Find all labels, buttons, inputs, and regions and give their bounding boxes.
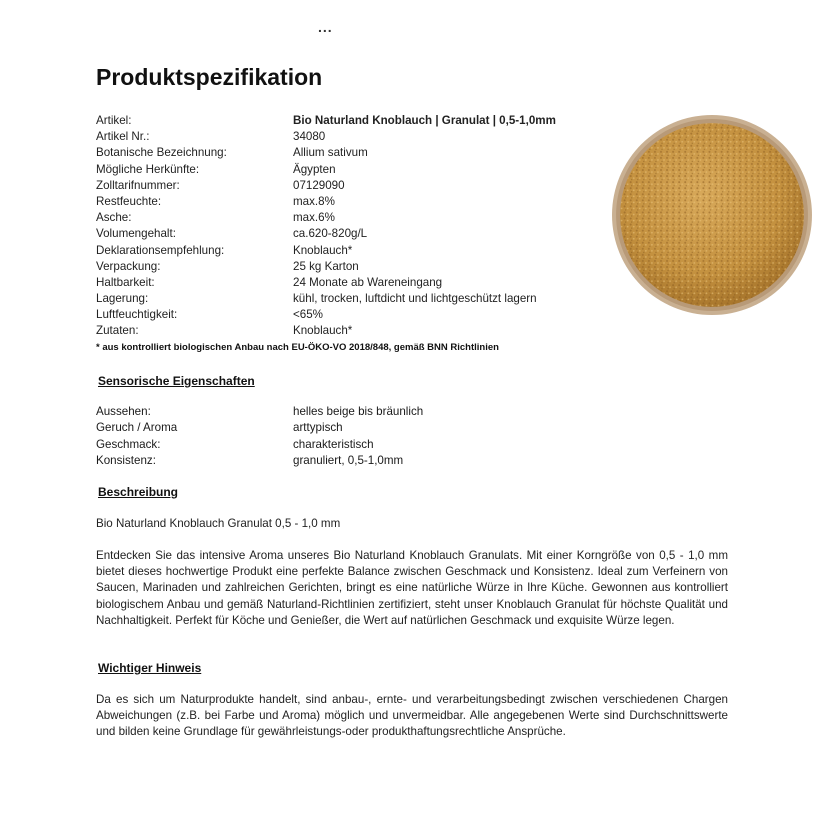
spec-row — [96, 323, 636, 339]
organic-footnote: * aus kontrolliert biologischen Anbau nach EU-ÖKO-VO 2018/848, gemäß BNN Richtlinien — [96, 342, 499, 353]
notice-text: Da es sich um Naturprodukte handelt, sind anbau-, ernte- und verarbeitungsbedingt zwischen verschiedenen Chargen Abweichungen (z.B. bei Farbe und Aroma) möglich und unvermeidbar. Alle angegebenen Werte sind Durchschnittswerte und bilden keine Grundlage für gewährleistungs-oder produkthaftungsrechtliche Ansprüche. — [96, 693, 728, 739]
row-value: <65% — [293, 308, 323, 322]
row-value: 24 Monate ab Wareneingang — [293, 275, 443, 289]
row-value: charakteristisch — [293, 437, 374, 451]
row-value: 07129090 — [293, 178, 345, 192]
row-value: max.6% — [293, 211, 335, 225]
row-label: Geschmack: — [96, 437, 161, 451]
row-label: Zolltarifnummer: — [96, 178, 180, 192]
spec-row — [96, 113, 636, 129]
spec-row — [96, 275, 636, 291]
row-label: Lagerung: — [96, 292, 149, 306]
spec-row — [96, 243, 636, 259]
row-label: Konsistenz: — [96, 453, 156, 467]
row-value: Knoblauch* — [293, 324, 353, 338]
row-value: Bio Naturland Knoblauch | Granulat | 0,5-1,0mm — [293, 114, 556, 127]
spec-row — [96, 226, 636, 242]
description-subtitle: Bio Naturland Knoblauch Granulat 0,5 - 1,0 mm — [96, 517, 341, 530]
page-title: Produktspezifikation — [96, 64, 323, 90]
row-label: Aussehen: — [96, 405, 151, 418]
row-value: 34080 — [293, 130, 326, 144]
spec-row — [96, 145, 636, 161]
row-label: Verpackung: — [96, 259, 161, 273]
row-label: Botanische Bezeichnung: — [96, 146, 227, 160]
row-label: Mögliche Herkünfte: — [96, 162, 200, 176]
row-value: granuliert, 0,5-1,0mm — [293, 453, 404, 467]
spec-row — [96, 307, 636, 323]
row-value: arttypisch — [293, 421, 343, 435]
row-label: Asche: — [96, 211, 132, 225]
sens-row — [96, 420, 636, 436]
spec-row — [96, 129, 636, 145]
sensory-heading: Sensorische Eigenschaften — [98, 374, 255, 388]
row-label: Zutaten: — [96, 324, 139, 338]
row-label: Artikel: — [96, 114, 132, 127]
row-value: helles beige bis bräunlich — [293, 405, 424, 418]
specification-table — [96, 113, 636, 340]
spec-row — [96, 194, 636, 210]
garlic-granulate-bowl-image — [611, 114, 813, 316]
row-label: Artikel Nr.: — [96, 130, 150, 144]
row-label: Geruch / Aroma — [96, 421, 178, 435]
row-value: Ägypten — [293, 162, 336, 176]
sensory-table — [96, 404, 636, 469]
row-value: max.8% — [293, 194, 335, 208]
sens-row — [96, 437, 636, 453]
spec-row — [96, 259, 636, 275]
cropped-header-text: ... — [318, 19, 333, 35]
row-label: Luftfeuchtigkeit: — [96, 308, 178, 322]
spec-row — [96, 162, 636, 178]
notice-heading: Wichtiger Hinweis — [98, 661, 202, 675]
row-label: Deklarationsempfehlung: — [96, 243, 225, 257]
row-value: ca.620-820g/L — [293, 227, 368, 241]
sens-row — [96, 453, 636, 469]
description-heading: Beschreibung — [98, 485, 179, 499]
spec-row — [96, 210, 636, 226]
row-label: Volumengehalt: — [96, 227, 176, 241]
row-value: Knoblauch* — [293, 243, 353, 257]
row-value: 25 kg Karton — [293, 259, 359, 273]
spec-row — [96, 178, 636, 194]
row-value: kühl, trocken, luftdicht und lichtgeschützt lagern — [293, 292, 537, 306]
spec-row — [96, 291, 636, 307]
description-text: Entdecken Sie das intensive Aroma unseres Bio Naturland Knoblauch Granulats. Mit einer Korngröße von 0,5 - 1,0 mm bietet dieses hochwertige Produkt eine perfekte Balance zwischen Geschmack und Konsistenz. Ideal zum Verfeinern von Saucen, Marinaden und zahlreichen Gerichten, bringt es eine natürliche Würze in Ihre Küche. Gewonnen aus kontrolliert biologischem Anbau und gemäß Naturland-Richtlinien zertifiziert, steht unser Knoblauch Granulat für höchste Qualität und Nachhaltigkeit. Perfekt für Köche und Genießer, die Wert auf natürlichen Geschmack und exquisite Würze legen. — [96, 549, 728, 627]
row-label: Restfeuchte: — [96, 194, 162, 208]
row-value: Allium sativum — [293, 146, 368, 160]
row-label: Haltbarkeit: — [96, 275, 155, 289]
sens-row — [96, 404, 636, 420]
